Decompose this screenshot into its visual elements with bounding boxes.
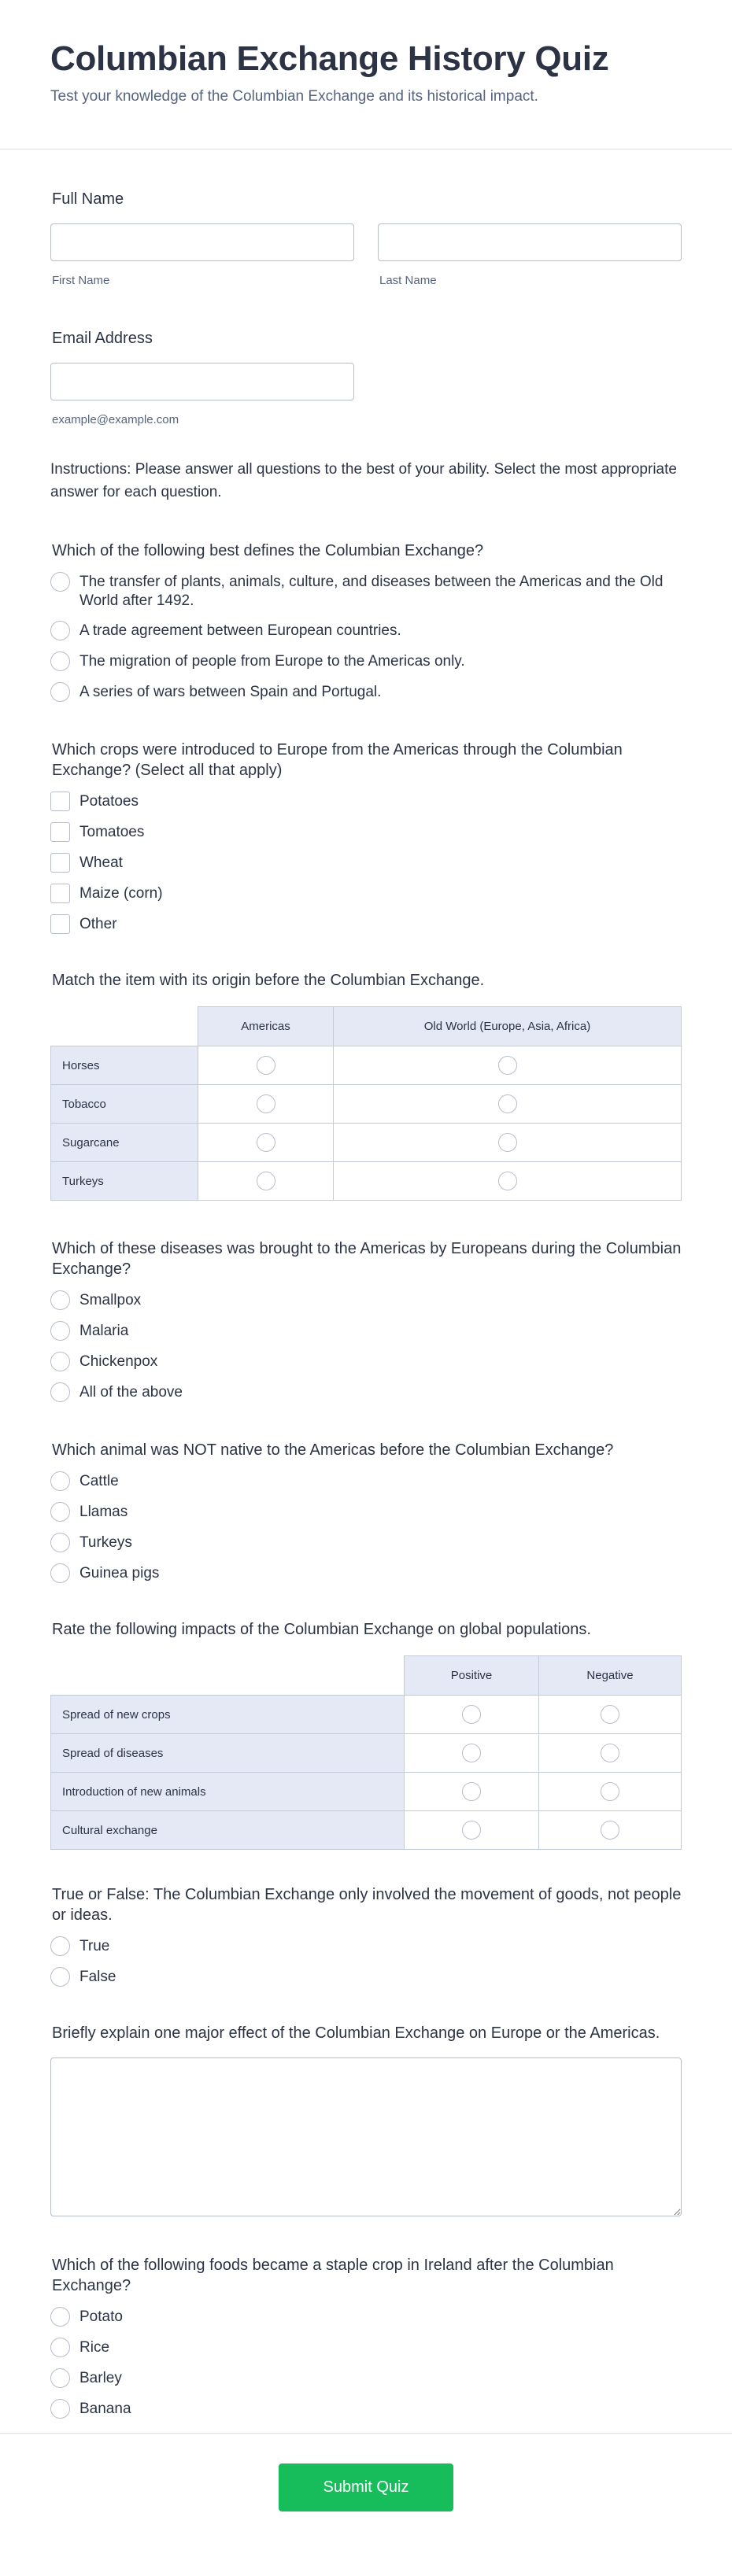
option-label: Chickenpox <box>79 1353 158 1371</box>
matrix-radio[interactable] <box>462 1821 481 1840</box>
radio-button[interactable] <box>50 1936 70 1956</box>
matrix-column-header: Old World (Europe, Asia, Africa) <box>334 1007 682 1046</box>
email-input[interactable] <box>50 363 354 400</box>
email-sublabel: example@example.com <box>52 413 179 426</box>
matrix-radio[interactable] <box>462 1744 481 1762</box>
radio-button[interactable] <box>50 572 70 592</box>
matrix-column-header: Americas <box>198 1007 334 1046</box>
option-label: Smallpox <box>79 1292 142 1309</box>
matrix-row <box>51 1696 682 1734</box>
matrix-radio[interactable] <box>462 1705 481 1724</box>
email-label: Email Address <box>52 330 153 347</box>
option-label: Rice <box>79 2339 110 2356</box>
full-name-label: Full Name <box>52 190 124 208</box>
option-label: All of the above <box>79 1384 183 1401</box>
checkbox[interactable] <box>50 853 70 873</box>
matrix-radio[interactable] <box>498 1133 517 1152</box>
last-name-input[interactable] <box>378 223 682 261</box>
option-label: Turkeys <box>79 1534 132 1552</box>
instructions-text: Instructions: Please answer all questions to the best of your ability. Select the most appropriate answer for each question. <box>50 461 677 501</box>
matrix-row-label: Horses <box>51 1046 198 1085</box>
radio-button[interactable] <box>50 2368 70 2388</box>
option-label: True <box>79 1938 110 1955</box>
last-name-sublabel: Last Name <box>379 274 437 287</box>
matrix-column-header: Positive <box>405 1656 539 1696</box>
matrix-row-label: Tobacco <box>51 1085 198 1124</box>
option-label: A series of wars between Spain and Portugal. <box>79 684 382 701</box>
question-3 <box>50 970 682 1201</box>
question-6-label: Rate the following impacts of the Columbian Exchange on global populations. <box>52 1621 591 1639</box>
option-label: Maize (corn) <box>79 885 163 902</box>
radio-button[interactable] <box>50 2338 70 2357</box>
form-header <box>0 0 732 149</box>
question-7 <box>50 1884 682 1987</box>
question-2-option[interactable] <box>50 914 682 934</box>
question-5-option[interactable] <box>50 1563 682 1583</box>
question-4 <box>50 1238 682 1402</box>
matrix-row-label: Cultural exchange <box>51 1811 405 1850</box>
question-1-option[interactable] <box>50 572 682 611</box>
question-7-option[interactable] <box>50 1936 682 1956</box>
matrix-row <box>51 1811 682 1850</box>
radio-button[interactable] <box>50 1321 70 1341</box>
option-label: Potatoes <box>79 793 139 810</box>
radio-button[interactable] <box>50 2307 70 2327</box>
question-2-label: Which crops were introduced to Europe from the Americas through the Columbian Exchange? (Select all that apply) <box>52 741 623 780</box>
matrix-radio[interactable] <box>498 1172 517 1190</box>
option-label: Banana <box>79 2401 131 2418</box>
question-5 <box>50 1440 682 1583</box>
question-2-option[interactable] <box>50 822 682 842</box>
question-4-option[interactable] <box>50 1290 682 1310</box>
question-4-option[interactable] <box>50 1321 682 1341</box>
checkbox[interactable] <box>50 792 70 811</box>
radio-button[interactable] <box>50 651 70 671</box>
checkbox[interactable] <box>50 822 70 842</box>
question-8-label: Briefly explain one major effect of the Columbian Exchange on Europe or the Americas. <box>52 2024 660 2043</box>
option-label: False <box>79 1969 116 1986</box>
question-2-option[interactable] <box>50 884 682 903</box>
question-1-option[interactable] <box>50 651 682 671</box>
matrix-row-label: Spread of new crops <box>51 1696 405 1734</box>
page-subtitle: Test your knowledge of the Columbian Exchange and its historical impact. <box>50 88 538 105</box>
question-2 <box>50 740 682 934</box>
matrix-radio[interactable] <box>462 1782 481 1801</box>
question-8 <box>50 2023 682 2220</box>
question-4-label: Which of these diseases was brought to the Americas by Europeans during the Columbian Exchange? <box>52 1240 682 1279</box>
option-label: Tomatoes <box>79 824 145 841</box>
radio-button[interactable] <box>50 2399 70 2419</box>
option-label: The transfer of plants, animals, culture, and diseases between the Americas and the Old World after 1492. <box>79 573 664 609</box>
matrix-row <box>51 1773 682 1811</box>
first-name-sublabel: First Name <box>52 274 110 287</box>
question-5-label: Which animal was NOT native to the Americas before the Columbian Exchange? <box>52 1441 614 1460</box>
question-9 <box>50 2255 682 2419</box>
matrix-row-label: Introduction of new animals <box>51 1773 405 1811</box>
matrix-radio[interactable] <box>601 1782 619 1801</box>
option-label: Malaria <box>79 1323 129 1340</box>
option-label: Cattle <box>79 1473 119 1490</box>
radio-button[interactable] <box>50 1471 70 1491</box>
matrix-radio[interactable] <box>498 1056 517 1075</box>
matrix-radio[interactable] <box>498 1094 517 1113</box>
question-5-option[interactable] <box>50 1502 682 1522</box>
matrix-row-label: Spread of diseases <box>51 1734 405 1773</box>
question-2-option[interactable] <box>50 853 682 873</box>
radio-button[interactable] <box>50 1563 70 1583</box>
long-answer-textarea[interactable] <box>50 2057 682 2216</box>
question-4-option[interactable] <box>50 1382 682 1402</box>
matrix-row-label: Sugarcane <box>51 1124 198 1162</box>
radio-button[interactable] <box>50 1290 70 1310</box>
matrix-row <box>51 1124 682 1162</box>
option-label: Potato <box>79 2308 123 2326</box>
question-9-option[interactable] <box>50 2307 682 2327</box>
question-7-option[interactable] <box>50 1967 682 1987</box>
question-4-option[interactable] <box>50 1352 682 1371</box>
checkbox[interactable] <box>50 884 70 903</box>
full-name-field <box>50 189 682 287</box>
matrix-row <box>51 1734 682 1773</box>
option-label: Guinea pigs <box>79 1565 160 1582</box>
submit-button[interactable]: Submit Quiz <box>279 2463 453 2511</box>
impact-rating-matrix <box>50 1655 682 1850</box>
radio-button[interactable] <box>50 621 70 640</box>
question-1-option[interactable] <box>50 682 682 702</box>
question-1 <box>50 541 682 703</box>
checkbox[interactable] <box>50 914 70 934</box>
first-name-input[interactable] <box>50 223 354 261</box>
question-5-option[interactable] <box>50 1471 682 1491</box>
question-9-option[interactable] <box>50 2399 682 2419</box>
question-3-label: Match the item with its origin before the Columbian Exchange. <box>52 972 485 990</box>
radio-button[interactable] <box>50 1502 70 1522</box>
question-1-option[interactable] <box>50 621 682 640</box>
quiz-form <box>0 189 732 2419</box>
matrix-row-label: Turkeys <box>51 1162 198 1201</box>
matrix-radio[interactable] <box>257 1094 275 1113</box>
matrix-radio[interactable] <box>257 1056 275 1075</box>
option-label: Other <box>79 916 117 933</box>
email-field <box>50 328 682 426</box>
matrix-column-header: Negative <box>539 1656 682 1696</box>
option-label: The migration of people from Europe to the Americas only. <box>79 653 465 670</box>
form-footer <box>0 2433 732 2511</box>
radio-button[interactable] <box>50 1967 70 1987</box>
option-label: Wheat <box>79 854 123 872</box>
question-9-option[interactable] <box>50 2368 682 2388</box>
question-7-label: True or False: The Columbian Exchange only involved the movement of goods, not people or ideas. <box>52 1886 682 1925</box>
radio-button[interactable] <box>50 1382 70 1402</box>
question-6 <box>50 1619 682 1850</box>
matrix-radio[interactable] <box>601 1744 619 1762</box>
question-9-option[interactable] <box>50 2338 682 2357</box>
radio-button[interactable] <box>50 682 70 702</box>
matrix-radio[interactable] <box>257 1133 275 1152</box>
radio-button[interactable] <box>50 1352 70 1371</box>
matrix-row <box>51 1046 682 1085</box>
option-label: Llamas <box>79 1504 128 1521</box>
matrix-radio[interactable] <box>257 1172 275 1190</box>
option-label: Barley <box>79 2370 122 2387</box>
matrix-radio[interactable] <box>601 1705 619 1724</box>
question-5-option[interactable] <box>50 1533 682 1552</box>
matrix-radio[interactable] <box>601 1821 619 1840</box>
matrix-row <box>51 1162 682 1201</box>
page-title: Columbian Exchange History Quiz <box>50 39 609 78</box>
radio-button[interactable] <box>50 1533 70 1552</box>
question-2-option[interactable] <box>50 792 682 811</box>
question-1-label: Which of the following best defines the Columbian Exchange? <box>52 541 484 559</box>
option-label: A trade agreement between European countries. <box>79 622 401 640</box>
matrix-row <box>51 1085 682 1124</box>
origin-matrix <box>50 1006 682 1201</box>
question-9-label: Which of the following foods became a staple crop in Ireland after the Columbian Exchange? <box>52 2257 614 2295</box>
